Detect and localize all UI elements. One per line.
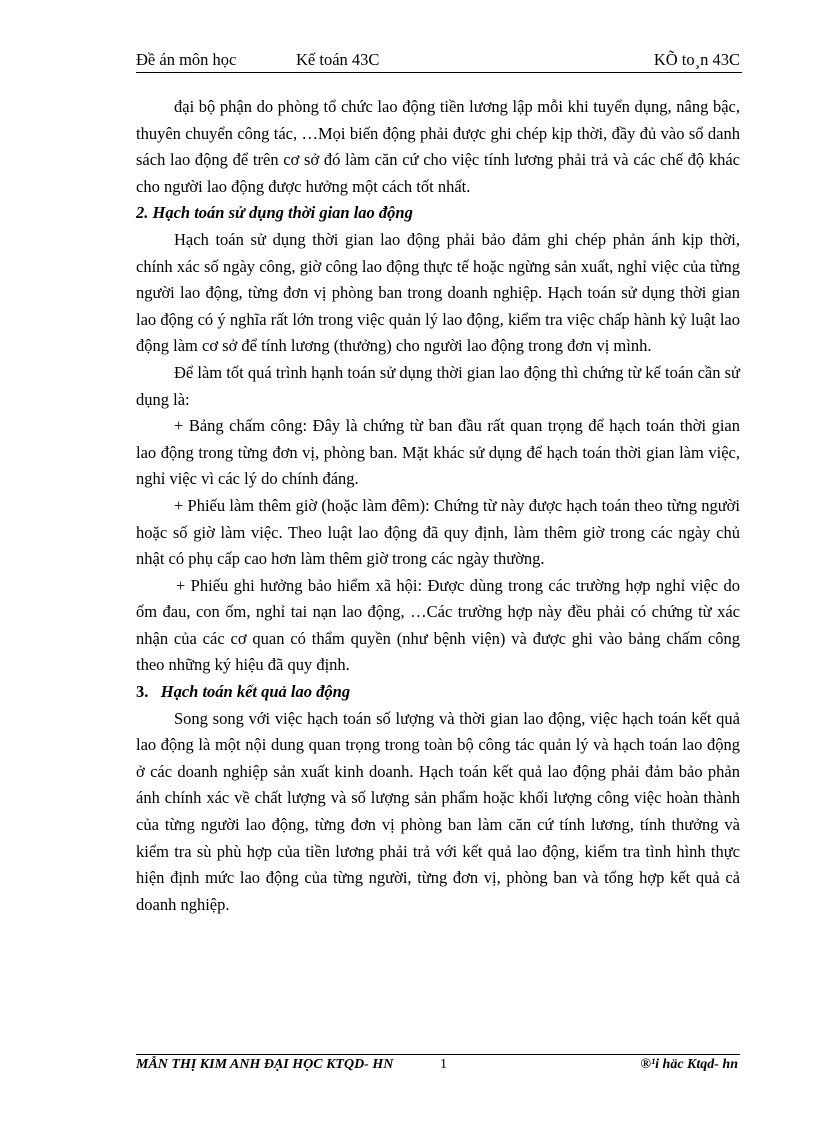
paragraph-documents-intro: Để làm tốt quá trình hạnh toán sử dụng thời gian lao động thì chứng từ kế toán cần sử dụng là: (136, 362, 740, 409)
header-class-name: Kế toán 43C (296, 50, 380, 69)
section-heading-3 (136, 679, 740, 706)
list-item-insurance: + Phiếu ghi hưởng bảo hiểm xã hội: Được dùng trong các trường hợp nghỉ việc do ốm đau, con ốm, nghỉ tai nạn lao động, …Các trường hợp này đều phải có chứng từ xác nhận của các cơ quan có thẩm quyền (như bệnh viện) và được ghi vào bảng chấm công theo những ký hiệu đã quy định. (136, 575, 740, 675)
list-item-overtime: + Phiếu làm thêm giờ (hoặc làm đêm): Chứng từ này được hạch toán theo từng người hoặc số giờ làm việc. Theo luật lao động đã quy định, làm thêm giờ trong các ngày chủ nhật có phụ cấp cao hơn làm thêm giờ trong các ngày thường. (136, 495, 740, 569)
list-item-timesheet: + Bảng chấm công: Đây là chứng từ ban đầu rất quan trọng để hạch toán thời gian lao động trong từng đơn vị, phòng ban. Mặt khác sử dụng để hạch toán thời gian làm việc, nghỉ việc vì các lý do chính đáng. (136, 416, 740, 489)
header-course-title: Đề án môn học (136, 50, 237, 69)
header-class-name-right: KÕ to¸n 43C (653, 50, 740, 69)
document-body (136, 94, 740, 918)
section-heading-2: 2. Hạch toán sử dụng thời gian lao động (136, 203, 413, 223)
footer-author: MẪN THỊ KIM ANH ĐẠI HỌC KTQD- HN (136, 1057, 394, 1072)
footer-university: ®¹i häc Ktqd- hn (640, 1057, 738, 1072)
section-title: Hạch toán kết quả lao động (160, 682, 351, 702)
page-number: 1 (440, 1057, 447, 1072)
footer-divider (136, 1054, 740, 1055)
page-footer (136, 1057, 740, 1077)
paragraph-time-accounting: Hạch toán sử dụng thời gian lao động phải bảo đảm ghi chép phản ánh kịp thời, chính xác số ngày công, giờ công lao động thực tế hoặc ngừng sản xuất, nghỉ việc của từng người lao động, từng đơn vị phòng ban trong doanh nghiệp. Hạch toán sử dụng thời gian lao động có ý nghĩa rất lớn trong việc quản lý lao động, kiểm tra việc chấp hành kỷ luật lao động làm cơ sở để tính lương (thưởng) cho người lao động trong đơn vị mình. (136, 229, 740, 356)
section-number: 3. (136, 682, 149, 702)
page-header (136, 48, 742, 73)
paragraph-intro: đại bộ phận do phòng tổ chức lao động tiền lương lập mỗi khi tuyển dụng, nâng bậc, thuyên chuyển công tác, …Mọi biến động phải được ghi chép kịp thời, đầy đủ vào sổ danh sách lao động để trên cơ sở đó làm căn cứ cho việc tính lương phải trả và các chế độ khác cho người lao động được hưởng một cách tốt nhất. (136, 97, 740, 196)
paragraph-result-accounting: Song song với việc hạch toán số lượng và thời gian lao động, việc hạch toán kết quả lao động là một nội dung quan trọng trong toàn bộ công tác quản lý và hạch toán lao động ở các doanh nghiệp sản xuất kinh doanh. Hạch toán kết quả lao động phải đảm bảo phản ánh chính xác về chất lượng và số lượng sản phẩm hoặc khối lượng công việc hoàn thành của từng người lao động, từng đơn vị phòng ban làm căn cứ tính lương, tính thưởng và kiểm tra sù phù hợp của tiền lương phải trả với kết quả lao động, kiểm tra tình hình thực hiện định mức lao động của từng người, từng đơn vị, phòng ban và tổng hợp kết quả cả doanh nghiệp. (136, 708, 740, 914)
